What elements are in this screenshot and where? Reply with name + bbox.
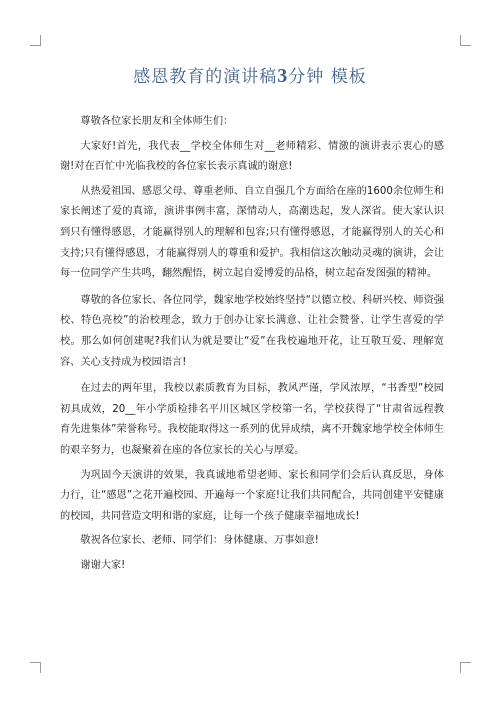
- paragraph-speech-summary: 从热爱祖国、感恩父母、尊重老师、自立自强几个方面给在座的1600余位师生和家长阐述了爱的真谛，演讲事例丰富，深情动人，高潮迭起，发人深省。使大家认识到只有懂得感恩，才能赢得别人的理解和包容;只有懂得感恩，才能赢得别人的关心和支持;只有懂得感恩，才能赢得别人的尊重和爱护。我相信这次触动灵魂的演讲，会让每一位同学产生共鸣，翻然醒悟，树立起自爱博爱的品格，树立起奋发图强的精神。: [60, 185, 444, 280]
- title-suffix: 分钟 模板: [288, 67, 367, 87]
- crop-mark-bottom-left: [30, 662, 41, 673]
- crop-mark-bottom-right: [460, 662, 471, 673]
- paragraph-greeting: 大家好!首先，我代表__学校全体师生对__老师精彩、情激的演讲表示衷心的感谢!对在百忙中光临我校的各位家长表示真诚的谢意!: [60, 140, 444, 173]
- paragraph-achievements: 在过去的两年里，我校以素质教育为目标，教风严谨，学风浓厚，“书香型”校园初具成效，20__年小学质检排名平川区城区学校第一名，学校获得了“甘肃省远程教育先进集体”荣誉称号。我校能取得这一系列的优异成绩，离不开魏家地学校全体师生的艰辛努力，也凝聚着在座的各位家长的关心与厚爱。: [60, 383, 444, 456]
- title-number: 3: [277, 65, 289, 87]
- document-body: [60, 112, 444, 580]
- paragraph-wishes: 敬祝各位家长、老师、同学们：身体健康、万事如意!: [80, 535, 319, 547]
- paragraph-call-to-action: 为巩固今天演讲的效果，我真诚地希望老师、家长和同学们会后认真反思，身体力行，让“感恩”之花开遍校园、开遍每一个家庭!让我们共同配合，共同创建平安健康的校园，共同营造文明和谐的家庭，让每一个孩子健康幸福地成长!: [60, 469, 444, 522]
- crop-mark-top-right: [460, 35, 471, 46]
- paragraph-thanks: 谢谢大家!: [80, 559, 126, 571]
- title-prefix: 感恩教育的演讲稿: [133, 67, 278, 87]
- crop-mark-top-left: [30, 35, 41, 46]
- paragraph-school-philosophy: 尊敬的各位家长、各位同学，魏家地学校始终坚持“以德立校、科研兴校、师资强校、特色亮校”的治校理念，致力于创办让家长满意、让社会赞誉、让学生喜爱的学校。那么如何创建呢?我们认为就是要让“爱”在我校遍地开花，让互敬互爱、理解宽容、关心支持成为校园语言!: [60, 294, 444, 368]
- document-title: [0, 62, 500, 88]
- paragraph-salutation: 尊敬各位家长朋友和全体师生们：: [80, 116, 234, 127]
